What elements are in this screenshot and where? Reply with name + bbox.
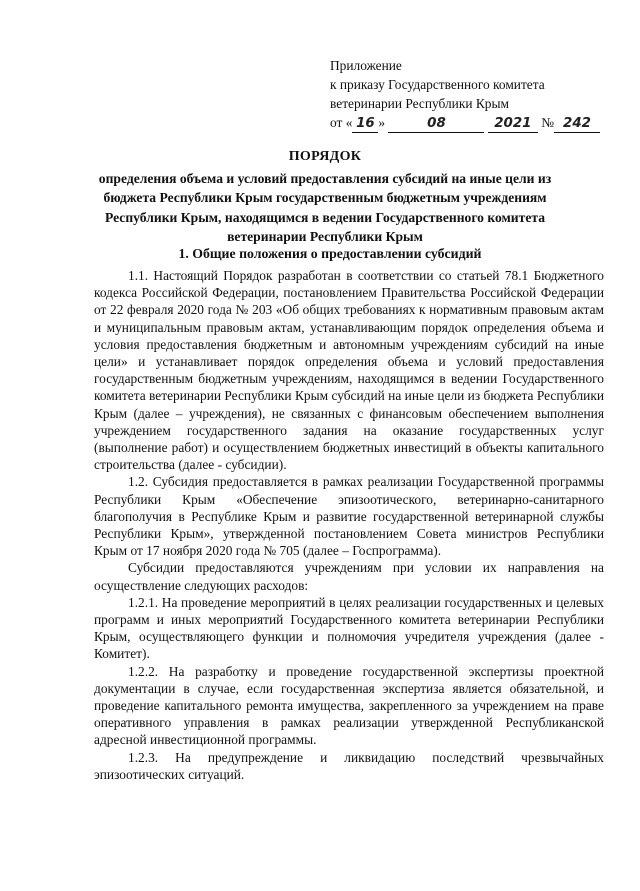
quote-close: » bbox=[378, 115, 386, 130]
title-line-4: ветеринарии Республики Крым bbox=[227, 229, 423, 244]
appendix-line-3: ветеринарии Республики Крым bbox=[330, 96, 509, 111]
document-title: ПОРЯДОК bbox=[288, 149, 362, 164]
appendix-date-line bbox=[330, 113, 620, 133]
appendix-block bbox=[330, 56, 620, 133]
paragraph-1-2: 1.2. Субсидия предоставляется в рамках реализации Государственной программы Республики Крым «Обеспечение эпизоотического, ветеринарно-санитарного благополучия в Республике Крым и развитие государственной ветеринарной службы Республики Крым», утвержденной постановлением Совета министров Республики Крым от 17 ноября 2020 года № 705 (далее – Госпрограмма). bbox=[94, 474, 604, 559]
paragraph-subsidies: Субсидии предоставляются учреждениям при условии их направления на осуществление следующих расходов: bbox=[94, 560, 604, 593]
handwritten-year: 2021 bbox=[488, 117, 538, 133]
paragraph-1-2-1: 1.2.1. На проведение мероприятий в целях реализации государственных и целевых программ и иных мероприятий Государственного комитета ветеринарии Республики Крым, осуществляющего функции и полномочия учредителя учреждения (далее - Комитет). bbox=[94, 594, 604, 662]
from-prefix: от « bbox=[330, 115, 353, 130]
title-line-2: бюджета Республики Крым государственным бюджетным учреждениям bbox=[103, 190, 547, 205]
appendix-line-1: Приложение bbox=[330, 58, 402, 73]
appendix-line-2: к приказу Государственного комитета bbox=[330, 77, 545, 92]
paragraph-1-2-2: 1.2.2. На разработку и проведение государственной экспертизы проектной документации в случае, если государственная экспертиза является обязательной, и проведение капитального ремонта имущества, закрепленного за учреждением на праве оперативного управления в рамках реализации утвержденной Республиканской адресной инвестиционной программы. bbox=[94, 663, 604, 748]
number-sign: № bbox=[541, 115, 554, 130]
title-line-1: определения объема и условий предоставления субсидий на иные цели из bbox=[98, 170, 552, 186]
handwritten-number: 242 bbox=[554, 117, 600, 133]
document-title-block bbox=[90, 147, 560, 247]
title-line-3: Республики Крым, находящимся в ведении Государственного комитета bbox=[104, 209, 545, 225]
handwritten-month: 08 bbox=[388, 117, 484, 133]
handwritten-day: 16 bbox=[352, 117, 378, 133]
paragraph-1-2-3: 1.2.3. На предупреждение и ликвидацию последствий чрезвычайных эпизоотических ситуаций. bbox=[94, 749, 604, 782]
paragraph-1-1: 1.1. Настоящий Порядок разработан в соответствии со статьей 78.1 Бюджетного кодекса Российской Федерации, постановлением Правительства Российской Федерации от 22 февраля 2020 года № 203 «Об общих требованиях к нормативным правовым актам и муниципальным правовым актам, устанавливающим порядок определения объема и условия предоставления бюджетным и автономным учреждениям субсидий на иные цели» и устанавливает порядок определения объема и условий предоставления государственным бюджетным учреждениям, находящимся в ведении Государственного комитета ветеринарии Республики Крым субсидий на иные цели из бюджета Республики Крым (далее – учреждения), не связанных с финансовым обеспечением выполнения учреждением государственного задания на оказание государственных услуг (выполнение работ) и осуществлением бюджетных инвестиций в объекты капитального строительства (далее - субсидии). bbox=[94, 268, 604, 473]
document-body bbox=[94, 267, 604, 783]
section-heading: 1. Общие положения о предоставлении субсидий bbox=[178, 246, 482, 261]
